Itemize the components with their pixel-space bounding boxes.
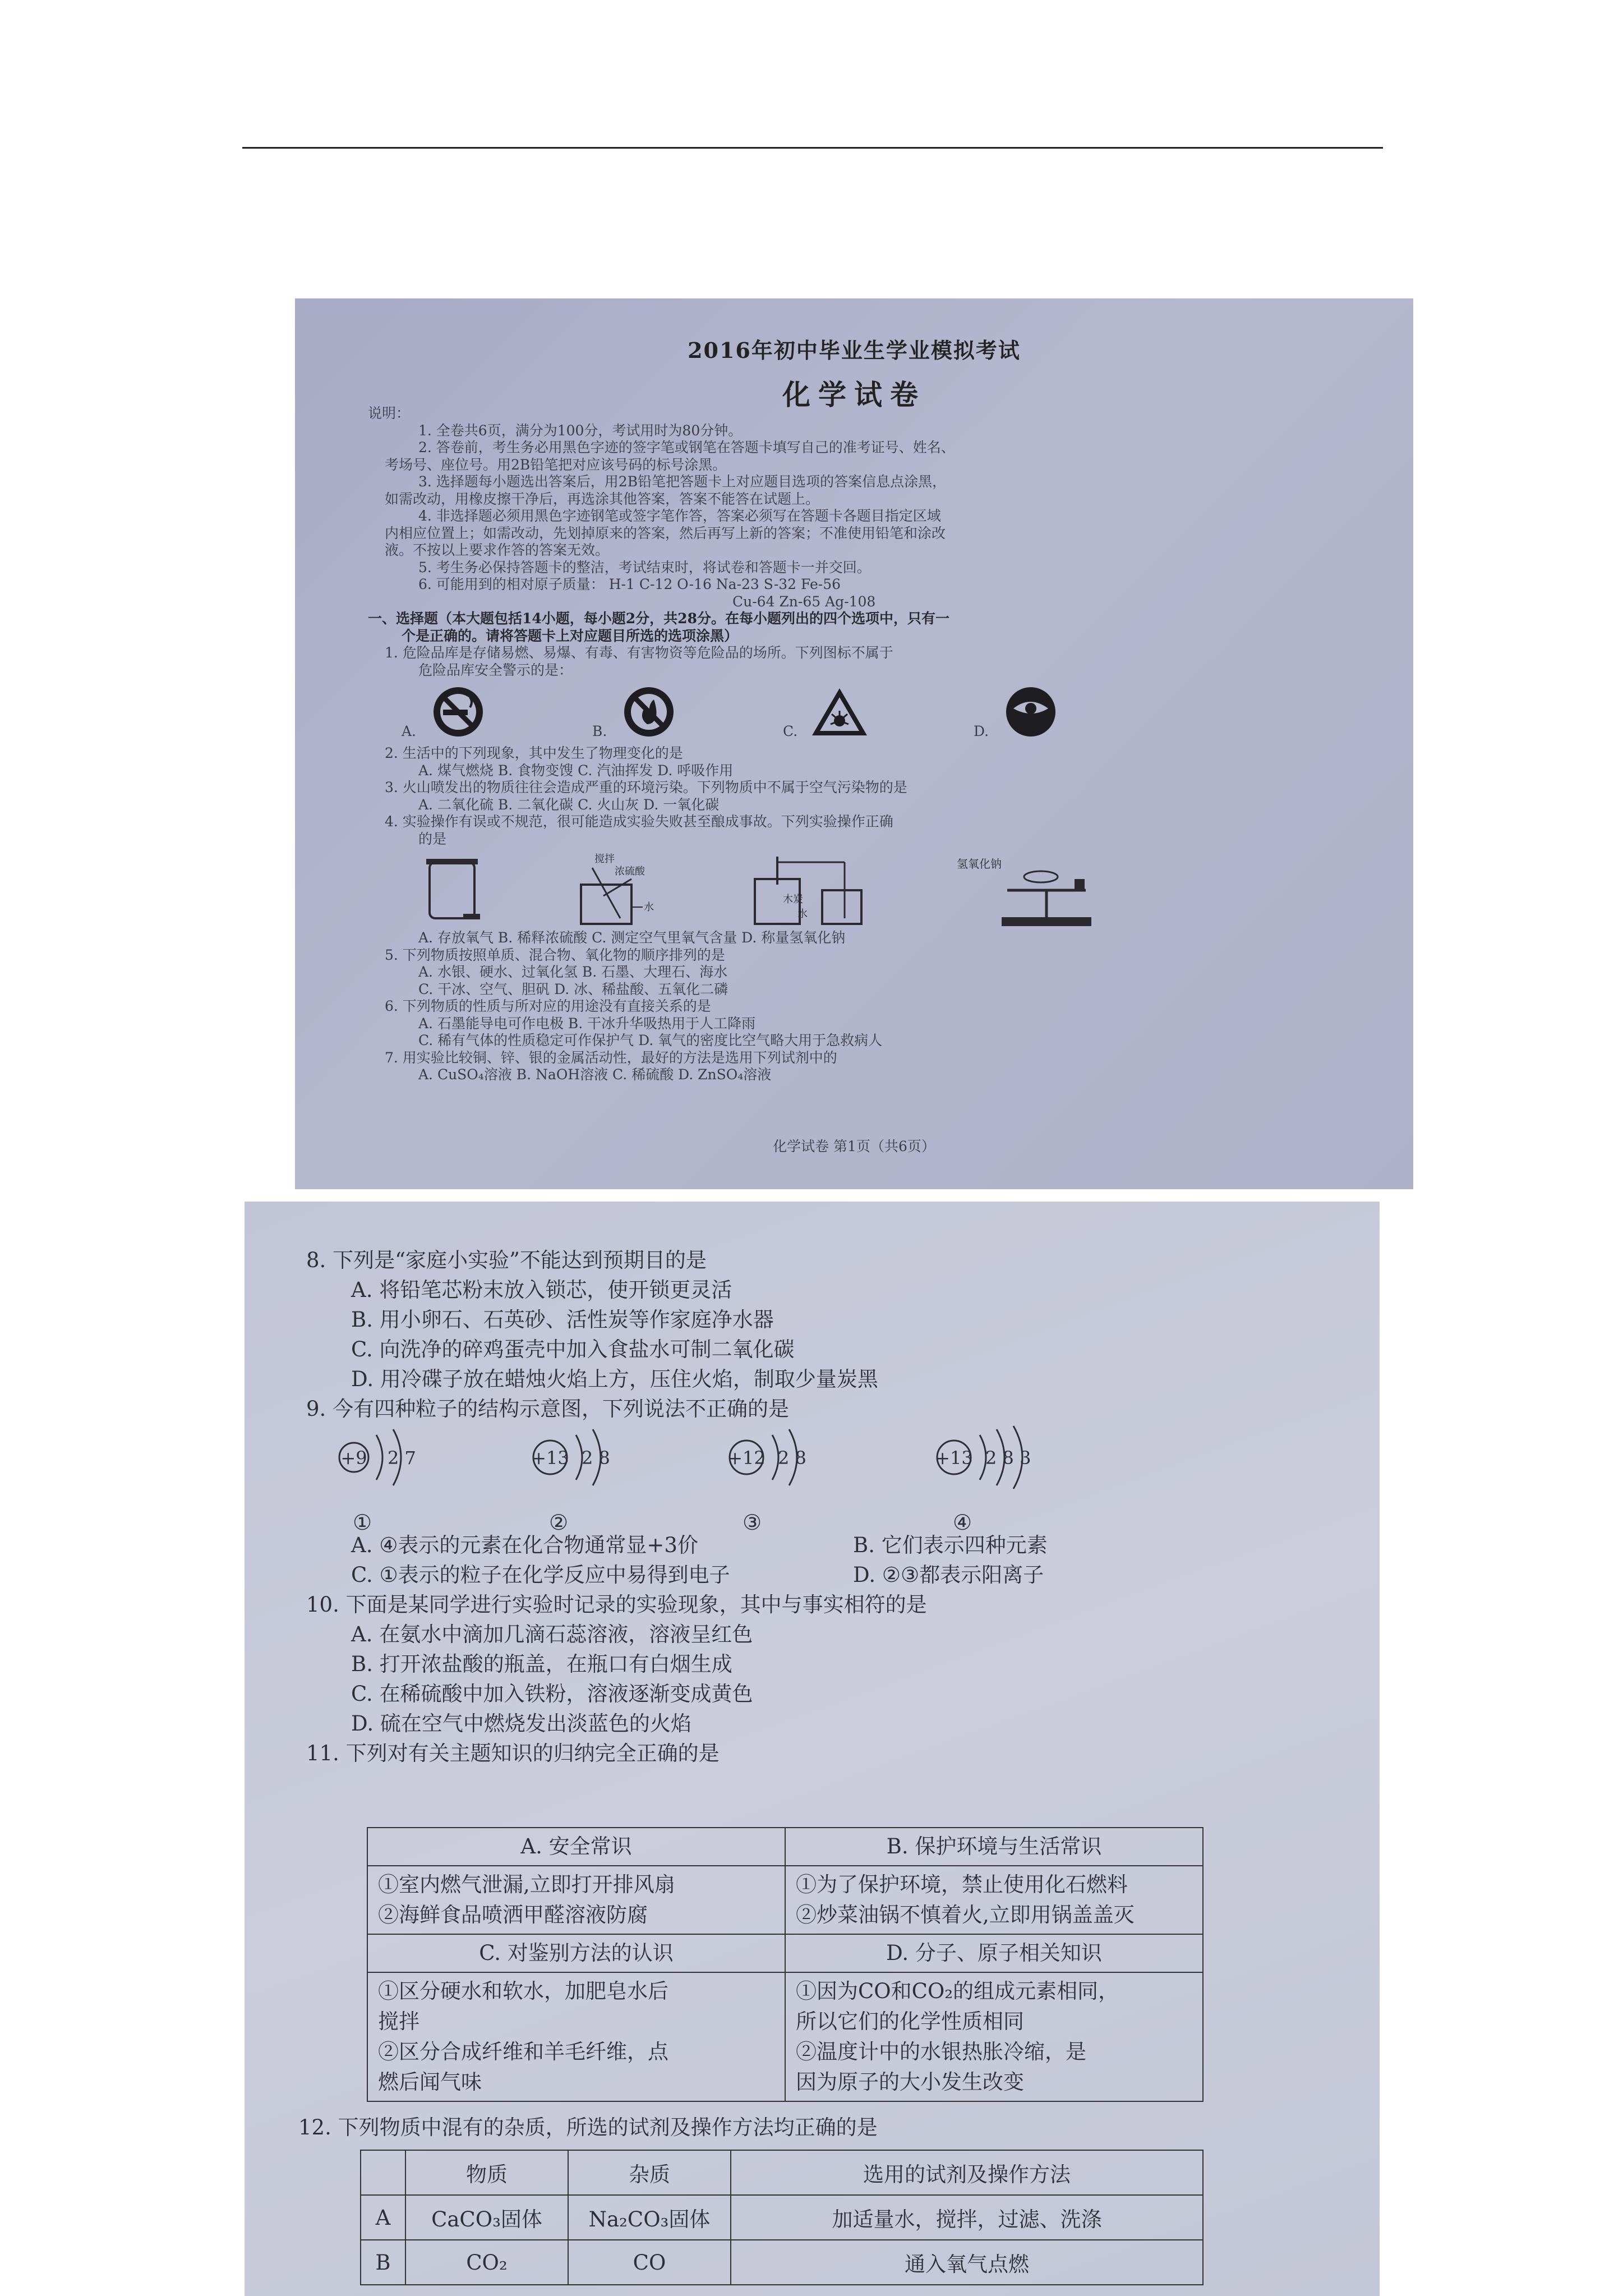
svg-text:浓硫酸: 浓硫酸 bbox=[615, 866, 645, 877]
q3-options: A. 二氧化硫 B. 二氧化碳 C. 火山灰 D. 一氧化碳 bbox=[418, 796, 720, 813]
instruction-line: 2. 答卷前，考生务必用黑色字迹的签字笔或钢笔在答题卡填写自己的准考证号、姓名、 bbox=[418, 439, 955, 455]
q2-stem: 2. 生活中的下列现象，其中发生了物理变化的是 bbox=[385, 745, 683, 761]
q11-cell-b: ①为了保护环境，禁止使用化石燃料 ②炒菜油锅不慎着火,立即用锅盖盖灭 bbox=[785, 1866, 1203, 1934]
explosive-warning-icon bbox=[809, 684, 870, 740]
instruction-line: 5. 考生务必保持答题卡的整洁，考试结束时，将试卷和答题卡一并交回。 bbox=[418, 559, 871, 576]
svg-text:氢氧化钠: 氢氧化钠 bbox=[957, 857, 1002, 871]
page1-body bbox=[368, 405, 1304, 1084]
exam-subtitle: 化学试卷 bbox=[782, 378, 926, 411]
table-header-cell: 物质 bbox=[405, 2150, 568, 2195]
q4-options: A. 存放氧气 B. 稀释浓硫酸 C. 测定空气里氧气含量 D. 称量氢氧化钠 bbox=[418, 930, 846, 946]
q1-stem: 1. 危险品库是存储易燃、易爆、有毒、有害物资等危险品的场所。下列图标不属于 bbox=[385, 645, 893, 661]
q9-options-row bbox=[306, 1530, 1304, 1560]
instruction-line: 液。不按以上要求作答的答案无效。 bbox=[385, 542, 610, 558]
table-cell: B bbox=[361, 2240, 405, 2285]
q4-stem: 4. 实验操作有误或不规范，很可能造成实验失败甚至酿成事故。下列实验操作正确 bbox=[385, 813, 893, 830]
q9-option-d: D. ②③都表示阳离子 bbox=[853, 1563, 1044, 1587]
svg-text:+13: +13 bbox=[935, 1447, 973, 1469]
section1-header: 一、选择题（本大题包括14小题，每小题2分，共28分。在每小题列出的四个选项中，只有一 bbox=[368, 610, 949, 627]
svg-text:+12: +12 bbox=[727, 1447, 766, 1469]
q10-option: D. 硫在空气中燃烧发出淡蓝色的火焰 bbox=[351, 1711, 691, 1736]
q11-header-c: C. 对鉴别方法的认识 bbox=[367, 1934, 785, 1972]
q1-option-d: D. bbox=[974, 684, 1164, 740]
q11-header-b: B. 保护环境与生活常识 bbox=[785, 1828, 1203, 1866]
exam-title: 2016年初中毕业生学业模拟考试 bbox=[688, 338, 1021, 363]
table-row bbox=[361, 2240, 1203, 2285]
exam-page-2-photo bbox=[245, 1202, 1380, 2296]
q9-option-c: C. ①表示的粒子在化学反应中易得到电子 bbox=[351, 1563, 730, 1587]
q10-option: A. 在氨水中滴加几滴石蕊溶液，溶液呈红色 bbox=[351, 1622, 753, 1646]
svg-text:+9: +9 bbox=[340, 1447, 367, 1469]
svg-text:水: 水 bbox=[644, 901, 654, 913]
page1-footer: 化学试卷 第1页（共6页） bbox=[773, 1138, 935, 1154]
q12-table bbox=[360, 2150, 1204, 2285]
q9-option-a: A. ④表示的元素在化合物通常显+3价 bbox=[351, 1533, 698, 1557]
table-cell: 通入氧气点燃 bbox=[731, 2240, 1203, 2285]
instruction-line: 考场号、座位号。用2B铅笔把对应该号码的标号涂黑。 bbox=[385, 456, 727, 473]
q4-stem: 的是 bbox=[418, 830, 447, 847]
svg-text:2 7: 2 7 bbox=[388, 1447, 416, 1469]
q11-header-a: A. 安全常识 bbox=[367, 1828, 785, 1866]
svg-text:+13: +13 bbox=[531, 1447, 569, 1469]
header-rule bbox=[242, 147, 1383, 149]
svg-text:2 8: 2 8 bbox=[582, 1447, 610, 1469]
q9-option-b: B. 它们表示四种元素 bbox=[853, 1533, 1048, 1557]
q5-options: C. 干冰、空气、胆矾 D. 冰、稀盐酸、五氧化二磷 bbox=[418, 981, 728, 997]
svg-text:水: 水 bbox=[797, 908, 808, 920]
atom-structure-diagram bbox=[724, 1424, 881, 1508]
q9-options-row bbox=[306, 1560, 1304, 1590]
instruction-line: 4. 非选择题必须用黑色字迹钢笔或签字笔作答，答案必须写在答题卡各题目指定区域 bbox=[418, 508, 941, 524]
table-header-cell: 选用的试剂及操作方法 bbox=[731, 2150, 1203, 2195]
atom-number: ② bbox=[548, 1510, 569, 1535]
q8-option: C. 向洗净的碎鸡蛋壳中加入食盐水可制二氧化碳 bbox=[351, 1337, 795, 1361]
q6-stem: 6. 下列物质的性质与所对应的用途没有直接关系的是 bbox=[385, 998, 711, 1014]
q6-options: A. 石墨能导电可作电极 B. 干冰升华吸热用于人工降雨 bbox=[418, 1015, 756, 1032]
section1-header: 个是正确的。请将答题卡上对应题目所选的选项涂黑） bbox=[402, 627, 739, 644]
q1-option-a: A. bbox=[402, 684, 592, 740]
q11-cell-a: ①室内燃气泄漏,立即打开排风扇 ②海鲜食品喷洒甲醛溶液防腐 bbox=[367, 1866, 785, 1934]
balance-scale-icon bbox=[951, 851, 1097, 930]
q11-table bbox=[367, 1827, 1204, 2102]
no-smoking-icon bbox=[427, 684, 489, 740]
instruction-line: 3. 选择题每小题选出答案后，用2B铅笔把答题卡上对应题目选项的答案信息点涂黑， bbox=[418, 473, 947, 490]
q11-cell-c: ①区分硬水和软水，加肥皂水后 搅拌 ②区分合成纤维和羊毛纤维，点 燃后闻气味 bbox=[367, 1972, 785, 2101]
dilution-beaker-icon bbox=[570, 851, 660, 930]
q8-option: B. 用小卵石、石英砂、活性炭等作家庭净水器 bbox=[351, 1308, 774, 1332]
q9-atom-diagrams bbox=[306, 1424, 1304, 1535]
table-cell: Na₂CO₃固体 bbox=[568, 2195, 731, 2240]
q7-stem: 7. 用实验比较铜、锌、银的金属活动性，最好的方法是选用下列试剂中的 bbox=[385, 1049, 837, 1066]
gas-jar-icon bbox=[418, 851, 486, 930]
atom-number: ③ bbox=[742, 1510, 762, 1535]
exam-page-1-photo bbox=[295, 298, 1413, 1189]
svg-text:2 8 3: 2 8 3 bbox=[985, 1447, 1031, 1469]
q10-stem: 10. 下面是某同学进行实验时记录的实验现象，其中与事实相符的是 bbox=[306, 1593, 927, 1617]
q6-options: C. 稀有气体的性质稳定可作保护气 D. 氧气的密度比空气略大用于急救病人 bbox=[418, 1032, 883, 1048]
table-cell: CO bbox=[568, 2240, 731, 2285]
q1-option-b: B. bbox=[592, 684, 783, 740]
q5-stem: 5. 下列物质按照单质、混合物、氧化物的顺序排列的是 bbox=[385, 946, 725, 963]
atom-structure-diagram bbox=[337, 1424, 494, 1508]
atom-number: ④ bbox=[952, 1510, 972, 1535]
instruction-line: Cu-64 Zn-65 Ag-108 bbox=[732, 593, 876, 610]
table-header-cell: 杂质 bbox=[568, 2150, 731, 2195]
table-header-cell bbox=[361, 2150, 405, 2195]
q12-stem: 12. 下列物质中混有的杂质，所选的试剂及操作方法均正确的是 bbox=[298, 2115, 878, 2139]
atom-number: ① bbox=[352, 1510, 372, 1535]
q11-stem: 11. 下列对有关主题知识的归纳完全正确的是 bbox=[306, 1741, 720, 1765]
q8-stem: 8. 下列是“家庭小实验”不能达到预期目的是 bbox=[306, 1248, 707, 1272]
instruction-line: 1. 全卷共6页，满分为100分，考试用时为80分钟。 bbox=[418, 422, 743, 439]
instruction-line: 6. 可能用到的相对原子质量： H-1 C-12 O-16 Na-23 S-32 Fe-56 bbox=[418, 576, 841, 592]
q10-option: C. 在稀硫酸中加入铁粉，溶液逐渐变成黄色 bbox=[351, 1682, 753, 1706]
svg-text:2 8: 2 8 bbox=[778, 1447, 806, 1469]
atom-structure-diagram bbox=[528, 1424, 685, 1508]
q2-options: A. 煤气燃烧 B. 食物变馊 C. 汽油挥发 D. 呼吸作用 bbox=[418, 762, 734, 779]
atom-structure-diagram bbox=[932, 1424, 1089, 1508]
q5-options: A. 水银、硬水、过氧化氢 B. 石墨、大理石、海水 bbox=[418, 964, 728, 980]
table-header-row bbox=[361, 2150, 1203, 2195]
svg-text:搅拌: 搅拌 bbox=[594, 853, 615, 865]
q3-stem: 3. 火山喷发出的物质往往会造成严重的环境污染。下列物质中不属于空气污染物的是 bbox=[385, 779, 907, 795]
q7-options: A. CuSO₄溶液 B. NaOH溶液 C. 稀硫酸 D. ZnSO₄溶液 bbox=[418, 1066, 772, 1083]
svg-text:木炭: 木炭 bbox=[783, 894, 803, 905]
oxygen-measurement-apparatus-icon bbox=[744, 851, 867, 930]
table-cell: CaCO₃固体 bbox=[405, 2195, 568, 2240]
q1-icons bbox=[385, 679, 1304, 745]
q1-option-c: C. bbox=[783, 684, 974, 740]
q9-stem: 9. 今有四种粒子的结构示意图，下列说法不正确的是 bbox=[306, 1397, 790, 1421]
table-cell: A bbox=[361, 2195, 405, 2240]
q11-cell-d: ①因为CO和CO₂的组成元素相同， 所以它们的化学性质相同 ②温度计中的水银热胀冷缩，是 因为原子的大小发生改变 bbox=[785, 1972, 1203, 2101]
page2-body bbox=[306, 1245, 1304, 1768]
q10-option: B. 打开浓盐酸的瓶盖，在瓶口有白烟生成 bbox=[351, 1652, 732, 1676]
table-cell: CO₂ bbox=[405, 2240, 568, 2285]
q8-option: D. 用冷碟子放在蜡烛火焰上方，压住火焰，制取少量炭黑 bbox=[351, 1367, 878, 1391]
q4-apparatus bbox=[385, 848, 1304, 930]
instructions-label: 说明： bbox=[368, 405, 411, 421]
q11-header-d: D. 分子、原子相关知识 bbox=[785, 1934, 1203, 1972]
no-fire-icon bbox=[618, 684, 680, 740]
table-cell: 加适量水，搅拌，过滤、洗涤 bbox=[731, 2195, 1203, 2240]
water-saving-icon bbox=[1000, 684, 1062, 740]
q8-option: A. 将铅笔芯粉末放入锁芯，使开锁更灵活 bbox=[351, 1278, 732, 1302]
table-row bbox=[361, 2195, 1203, 2240]
instruction-line: 内相应位置上；如需改动，先划掉原来的答案，然后再写上新的答案；不准使用铅笔和涂改 bbox=[385, 524, 946, 541]
instruction-line: 如需改动，用橡皮擦干净后，再选涂其他答案，答案不能答在试题上。 bbox=[385, 490, 820, 507]
q1-stem: 危险品库安全警示的是： bbox=[418, 661, 573, 678]
